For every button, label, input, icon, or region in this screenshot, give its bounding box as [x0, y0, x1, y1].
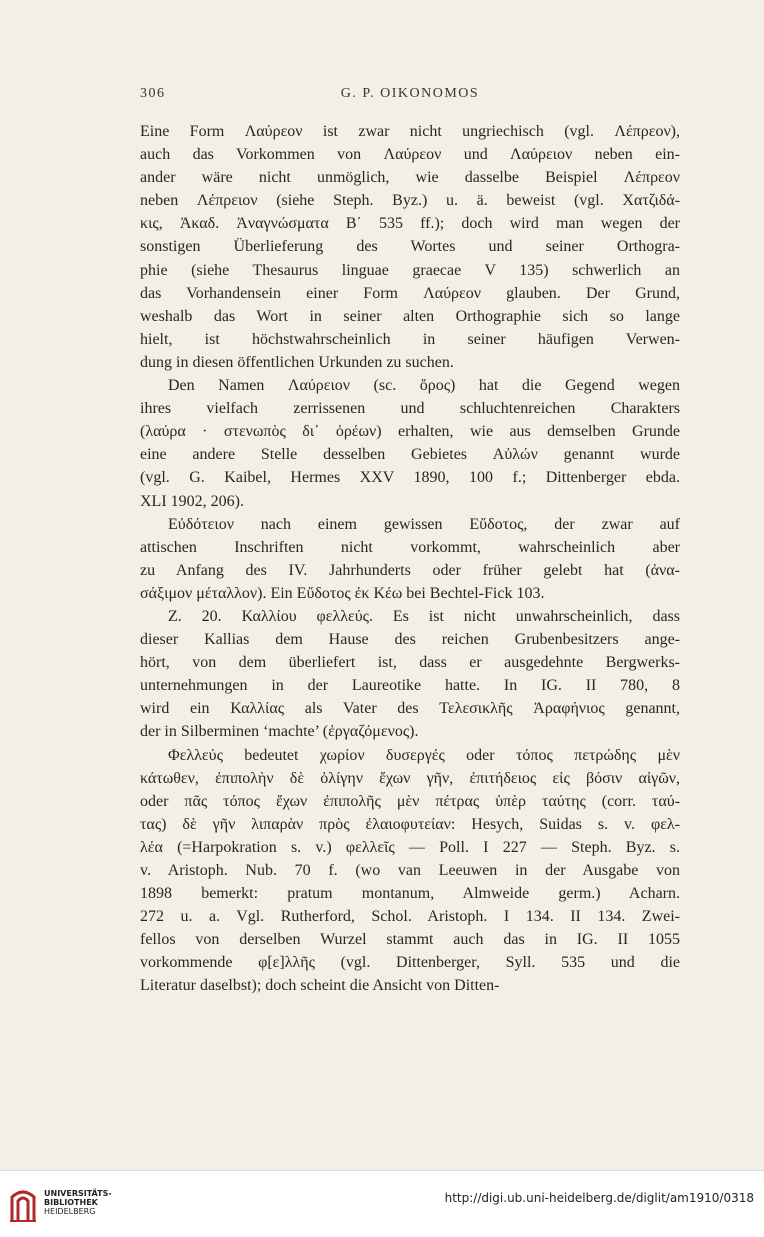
text-line: dung in diesen öffentlichen Urkunden zu suchen. [140, 353, 454, 371]
text-line: dieser Kallias dem Hause des reichen Grubenbesitzers ange- [140, 631, 680, 649]
text-line: 272 u. a. Vgl. Rutherford, Schol. Aristoph. I 134. II 134. Zwei- [140, 908, 680, 926]
institution-line: UNIVERSITÄTS- [44, 1189, 112, 1198]
text-line: XLI 1902, 206). [140, 492, 244, 510]
text-line: ihres vielfach zerrissenen und schluchtenreichen Charakters [140, 400, 680, 418]
permalink-url[interactable]: http://digi.ub.uni-heidelberg.de/diglit/am1910/0318 [444, 1191, 754, 1205]
viewer-footer [0, 1170, 764, 1237]
text-line: Literatur daselbst); doch scheint die Ansicht von Ditten- [140, 977, 500, 995]
text-line: (vgl. G. Kaibel, Hermes XXV 1890, 100 f.; Dittenberger ebda. [140, 469, 680, 487]
text-line: hört, von dem überliefert ist, dass er ausgedehnte Bergwerks- [140, 654, 680, 672]
text-line: hielt, ist höchstwahrscheinlich in seiner häufigen Verwen- [140, 330, 680, 348]
text-line: Φελλεύς bedeutet χωρίον δυσεργές oder τόπος πετρώδης μὲν [168, 746, 680, 764]
text-line: (λαύρα · στενωπὸς δι᾽ ὀρέων) erhalten, wie aus demselben Grunde [140, 423, 680, 441]
page-number: 306 [140, 86, 166, 101]
text-line: Den Namen Λαύρειον (sc. ὄρος) hat die Gegend wegen [168, 377, 680, 395]
body-text [140, 120, 680, 998]
paragraph [140, 605, 680, 744]
text-line: zu Anfang des IV. Jahrhunderts oder früher gelebt hat (ἀνα- [140, 561, 680, 579]
text-line: neben Λέπρειον (siehe Steph. Byz.) u. ä. beweist (vgl. Χατζιδά- [140, 192, 680, 210]
institution-line: BIBLIOTHEK [44, 1198, 98, 1207]
text-line: vorkommende φ[ε]λλῆς (vgl. Dittenberger, Syll. 535 und die [140, 954, 680, 972]
text-line: ander wäre nicht unmöglich, wie dasselbe Beispiel Λέπρεον [140, 169, 680, 187]
text-line: σάξιμον μέταλλον). Ein Εὔδοτος ἐκ Κέω bei Bechtel-Fick 103. [140, 584, 545, 602]
text-line: Eine Form Λαύρεον ist zwar nicht ungriechisch (vgl. Λέπρεον), [140, 123, 680, 140]
text-line: unternehmungen in der Laureotike hatte. In IG. II 780, 8 [140, 677, 680, 695]
institution-name[interactable] [44, 1189, 112, 1216]
heidelberg-university-library-logo-icon[interactable] [8, 1185, 38, 1223]
text-line: τας) δὲ γῆν λιπαρὰν πρὸς ἐλαιοφυτείαν: Hesych, Suidas s. v. φελ- [140, 815, 680, 833]
text-line: 1898 bemerkt: pratum montanum, Almweide germ.) Acharn. [140, 885, 680, 903]
text-line: Z. 20. Καλλίου φελλεύς. Es ist nicht unwahrscheinlich, dass [168, 607, 680, 625]
text-line: weshalb das Wort in seiner alten Orthographie sich so lange [140, 307, 680, 325]
paragraph [140, 513, 680, 605]
text-line: fellos von derselben Wurzel stammt auch das in IG. II 1055 [140, 931, 680, 949]
paragraph [140, 744, 680, 998]
text-line: Εὐδότειον nach einem gewissen Εὔδοτος, der zwar auf [168, 515, 680, 533]
text-line: eine andere Stelle desselben Gebietes Αὐλών genannt wurde [140, 446, 680, 464]
text-line: oder πᾶς τόπος ἔχων ἐπιπολῆς μὲν πέτρας ὑπὲρ ταύτης (corr. ταύ- [140, 792, 680, 810]
running-head: G. P. OIKONOMOS [340, 86, 480, 101]
paragraph [140, 374, 680, 513]
paragraph [140, 120, 680, 374]
text-line: phie (siehe Thesaurus linguae graecae V 135) schwerlich an [140, 261, 680, 279]
institution-line: HEIDELBERG [44, 1207, 96, 1216]
text-line: das Vorhandensein einer Form Λαύρεον glauben. Der Grund, [140, 284, 680, 302]
text-line: sonstigen Überlieferung des Wortes und seiner Orthogra- [140, 238, 680, 256]
text-line: κάτωθεν, ἐπιπολὴν δὲ ὀλίγην ἔχων γῆν, ἐπιτήδειος εἰς βόσιν αἰγῶν, [140, 769, 680, 787]
text-line: κις, Ἀκαδ. Ἀναγνώσματα Β΄ 535 ff.); doch wird man wegen der [140, 215, 680, 233]
text-line: wird ein Καλλίας als Vater des Τελεσικλῆς Ἀραφήνιος genannt, [140, 700, 680, 718]
text-line: λέα (=Harpokration s. v.) φελλεῖς — Poll. I 227 — Steph. Byz. s. [140, 838, 680, 856]
text-line: v. Aristoph. Nub. 70 f. (wo van Leeuwen in der Ausgabe von [140, 862, 680, 879]
text-line: auch das Vorkommen von Λαύρεον und Λαύρειον neben ein- [140, 146, 680, 164]
text-line: attischen Inschriften nicht vorkommt, wahrscheinlich aber [140, 538, 680, 556]
text-line: der in Silberminen ‘machte’ (ἐργαζόμενος). [140, 723, 419, 741]
